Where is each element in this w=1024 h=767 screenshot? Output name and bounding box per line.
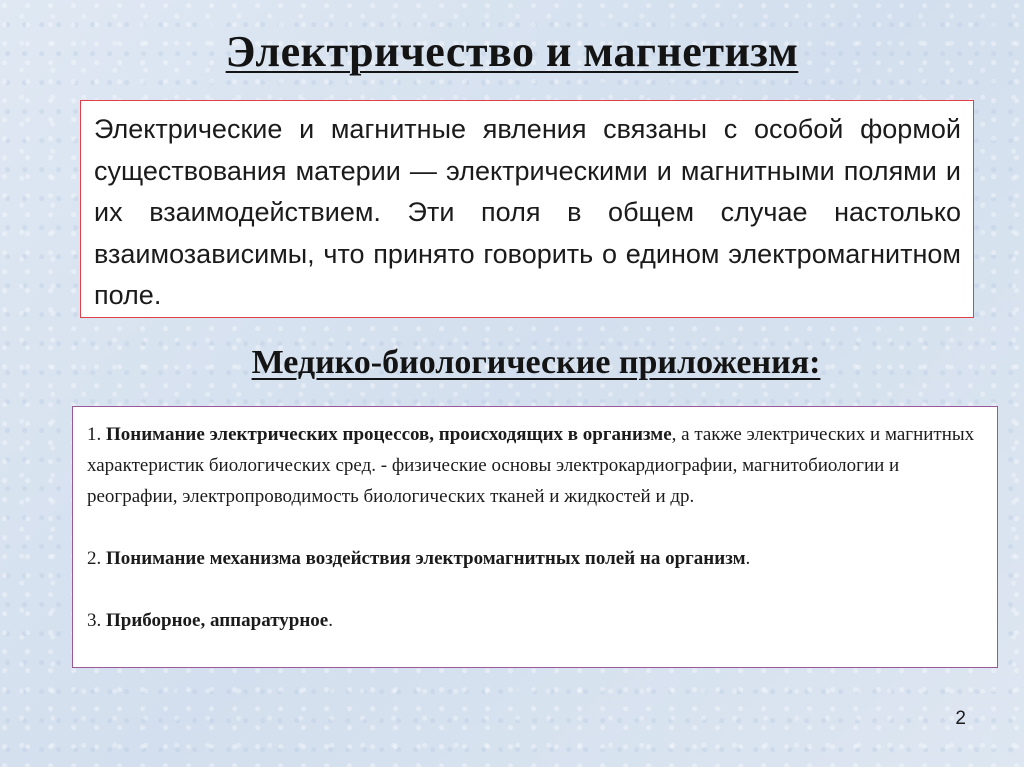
page-number: 2	[955, 708, 966, 729]
list-item	[87, 543, 983, 574]
item-bold-text: Приборное, аппаратурное	[106, 610, 329, 631]
intro-box	[80, 100, 974, 318]
item-text: .	[745, 548, 751, 569]
item-bold-text: Понимание механизма воздействия электромагнитных полей на организм	[106, 548, 746, 569]
section-subtitle: Медико-биологические приложения:	[251, 344, 821, 381]
list-item	[87, 605, 983, 636]
applications-box	[72, 406, 998, 668]
item-text: .	[328, 610, 333, 631]
slide-title: Электричество и магнетизм	[225, 27, 799, 76]
item-number: 1.	[87, 424, 106, 445]
item-text: , а также электрических и магнитных характеристик биологических сред. - физические основы электрокардиографии, магнитобиологии и реографии, электропроводимость биологических тканей и жидкостей и др.	[87, 424, 975, 507]
item-number: 3.	[87, 610, 106, 631]
intro-text: Электрические и магнитные явления связаны с особой формой существования материи — электрическими и магнитными полями и их взаимодействием. Эти поля в общем случае настолько взаимозависимы, что принято говорить о едином электромагнитном поле.	[94, 114, 961, 310]
list-item	[87, 419, 983, 512]
item-number: 2.	[87, 548, 106, 569]
item-bold-text: Понимание электрических процессов, происходящих в организме	[106, 424, 672, 445]
